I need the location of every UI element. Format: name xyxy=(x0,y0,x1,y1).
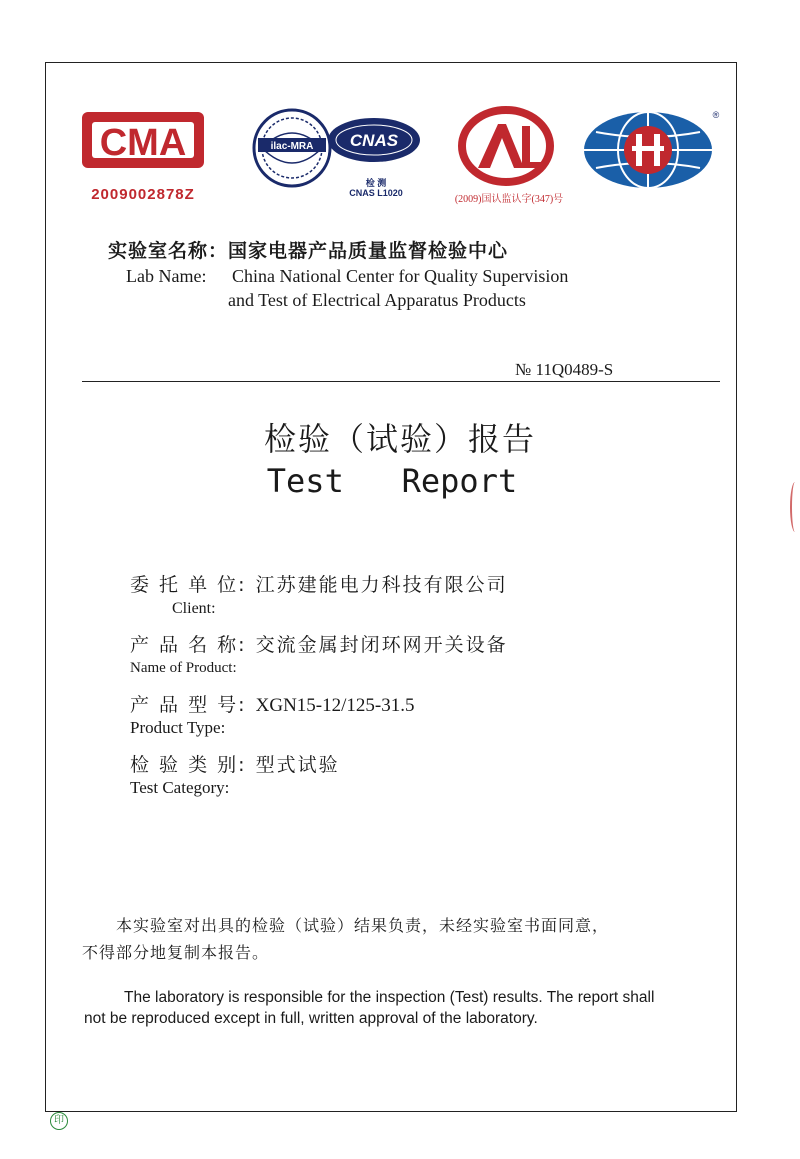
cma-logo xyxy=(78,108,208,203)
report-number: № 11Q0489-S xyxy=(515,360,614,379)
cma-mark-icon xyxy=(78,108,208,172)
field-client xyxy=(130,570,508,597)
lab-name-cn xyxy=(108,236,508,263)
notice-en-line2: not be reproduced except in full, written approval of the laboratory. xyxy=(84,1010,538,1027)
report-title-cn: 检验（试验）报告 xyxy=(263,420,536,458)
field-value: XGN15-12/125-31.5 xyxy=(255,695,415,716)
field-label-cn: 产 品 型 号: xyxy=(130,694,247,716)
lab-value-cn: 国家电器产品质量监督检验中心 xyxy=(228,240,509,262)
report-title-en: Test Report xyxy=(266,462,518,500)
cnas-number: CNAS L1020 xyxy=(349,188,403,198)
notice-en-line1: The laboratory is responsible for the inspection (Test) results. The report shall xyxy=(124,989,655,1006)
cma-number: 2009002878Z xyxy=(91,186,195,203)
cal-caption: (2009)国认监认字(347)号 xyxy=(454,194,564,205)
field-label-cn: 检 验 类 别: xyxy=(130,754,247,776)
field-test-category xyxy=(130,750,340,777)
notice-cn-line1: 本实验室对出具的检验（试验）结果负责，未经实验室书面同意， xyxy=(116,916,610,935)
cal-mark-icon xyxy=(448,106,570,186)
lab-name-en-line2: and Test of Electrical Apparatus Products xyxy=(228,290,526,310)
field-label-en: Client: xyxy=(172,600,216,617)
field-value: 交流金属封闭环网开关设备 xyxy=(255,634,508,656)
footer-seal xyxy=(50,1112,68,1130)
cnas-sub-cn: 检 测 xyxy=(365,178,387,188)
lab-label-cn: 实验室名称： xyxy=(108,240,229,262)
cal-logo xyxy=(448,106,570,206)
field-label-en: Name of Product: xyxy=(130,660,237,676)
lab-name-en-line1: China National Center for Quality Supervision xyxy=(232,266,569,286)
svg-text:®: ® xyxy=(712,110,720,120)
field-label-cn: 委 托 单 位: xyxy=(130,574,247,596)
ilac-cnas-logo xyxy=(248,108,428,204)
field-product-type xyxy=(130,690,414,717)
lab-label-en: Lab Name: xyxy=(126,266,207,286)
svg-text:ilac-MRA: ilac-MRA xyxy=(270,141,314,152)
field-label-cn: 产 品 名 称: xyxy=(130,634,247,656)
field-product-name xyxy=(130,630,508,657)
edge-mark xyxy=(790,482,800,532)
footer-seal-text: 印 xyxy=(54,1115,64,1126)
svg-text:CMA: CMA xyxy=(99,122,187,164)
notice-cn-line2: 不得部分地复制本报告。 xyxy=(82,943,270,962)
svg-text:CNAS: CNAS xyxy=(349,131,399,150)
field-label-en: Product Type: xyxy=(130,718,226,737)
field-value: 型式试验 xyxy=(255,754,340,776)
header-rule xyxy=(82,381,720,382)
field-value: 江苏建能电力科技有限公司 xyxy=(255,574,508,596)
field-label-en: Test Category: xyxy=(130,778,230,797)
globe-icon xyxy=(582,108,722,192)
globe-logo xyxy=(582,108,722,192)
